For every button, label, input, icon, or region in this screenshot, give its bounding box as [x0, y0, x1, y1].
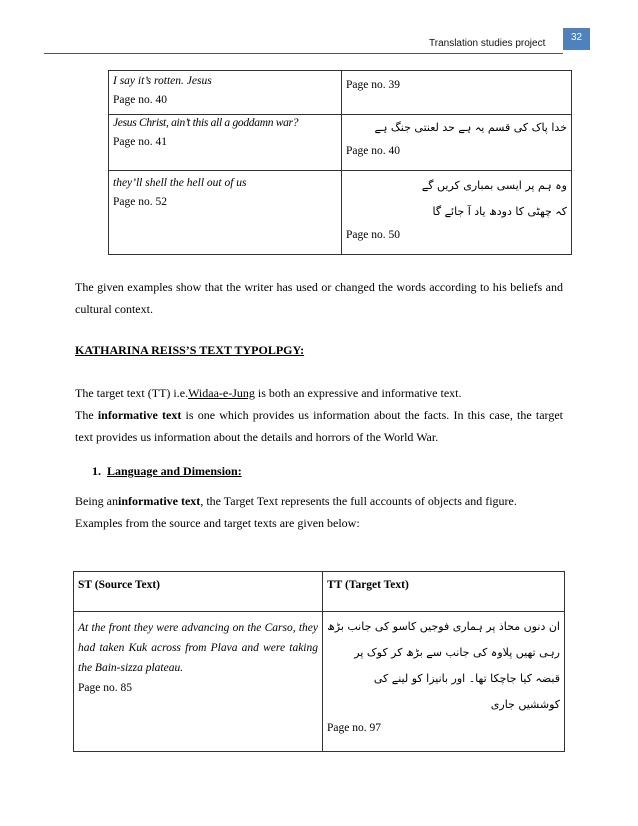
- en-text: Jesus Christ, ain’t this all a goddamn war?: [113, 117, 299, 129]
- en-cell: [109, 71, 342, 115]
- subsection-heading: 1. Language and Dimension:: [92, 464, 242, 478]
- paragraph: The target text (TT) i.e.Widaa-e-Jung is both an expressive and informative text.: [75, 386, 462, 400]
- running-header: Translation studies project: [429, 38, 546, 49]
- examples-table-2: [73, 571, 565, 752]
- table-row: [109, 171, 572, 255]
- table-header-row: [74, 572, 565, 612]
- tt-text: رہی تھیں پلاوہ کی جانب سے بڑھ کر کوک پر: [354, 646, 560, 659]
- table-row: [109, 115, 572, 171]
- ur-page: Page no. 40: [346, 145, 400, 157]
- ur-cell: [342, 171, 572, 255]
- en-page: Page no. 52: [113, 196, 167, 208]
- header-st: ST (Source Text): [74, 572, 323, 612]
- en-page: Page no. 40: [113, 94, 167, 106]
- paragraph: Being aninformative text, the Target Text represents the full accounts of objects and figure.: [75, 494, 517, 508]
- en-cell: [109, 171, 342, 255]
- en-page: Page no. 41: [113, 136, 167, 148]
- tt-text: ان دنوں محاذ پر ہماری فوجیں کاسو کی جانب بڑھ: [327, 620, 560, 633]
- header-tt: TT (Target Text): [323, 572, 565, 612]
- page-number-badge: 32: [563, 28, 590, 50]
- tt-page: Page no. 97: [327, 722, 381, 734]
- en-text: they’ll shell the hell out of us: [113, 177, 247, 189]
- ur-text: وہ ہم پر ایسی بمباری کریں گے: [421, 179, 567, 192]
- examples-table-1: [108, 70, 572, 255]
- book-title: Widaa-e-Jung: [188, 386, 255, 400]
- paragraph: The informative text is one which provides us information about the facts. In this case, the target text provides us information about the details and horrors of the World War.: [75, 408, 563, 444]
- ur-text: خدا پاک کی قسم یہ ہے حد لعنتی جنگ ہے: [374, 121, 567, 134]
- en-text: I say it’s rotten. Jesus: [113, 75, 212, 87]
- table-row: [109, 71, 572, 115]
- paragraph: The given examples show that the writer has used or changed the words according to his beliefs and cultural context.: [75, 280, 563, 316]
- ur-page: Page no. 50: [346, 229, 400, 241]
- tt-text: قبضہ کیا جاچکا تھا۔ اور بانیزا کو لینے کی: [373, 672, 560, 685]
- en-cell: [109, 115, 342, 171]
- ur-cell: [342, 115, 572, 171]
- ur-text: کہ چھٹی کا دودھ یاد آ جائے گا: [432, 205, 567, 218]
- st-text: At the front they were advancing on the Carso, they had taken Kuk across from Plava and were taking the Bain-sizza plateau.: [78, 622, 318, 674]
- st-page: Page no. 85: [78, 682, 132, 694]
- tt-text: کوششیں جاری: [490, 698, 560, 711]
- section-heading: KATHARINA REISS’S TEXT TYPOLPGY:: [75, 343, 305, 357]
- paragraph: Examples from the source and target texts are given below:: [75, 516, 360, 530]
- table-row: [74, 612, 565, 752]
- tt-cell: [323, 612, 565, 752]
- ur-page: Page no. 39: [346, 79, 400, 91]
- header-rule: [44, 53, 563, 54]
- st-cell: [74, 612, 323, 752]
- ur-cell: [342, 71, 572, 115]
